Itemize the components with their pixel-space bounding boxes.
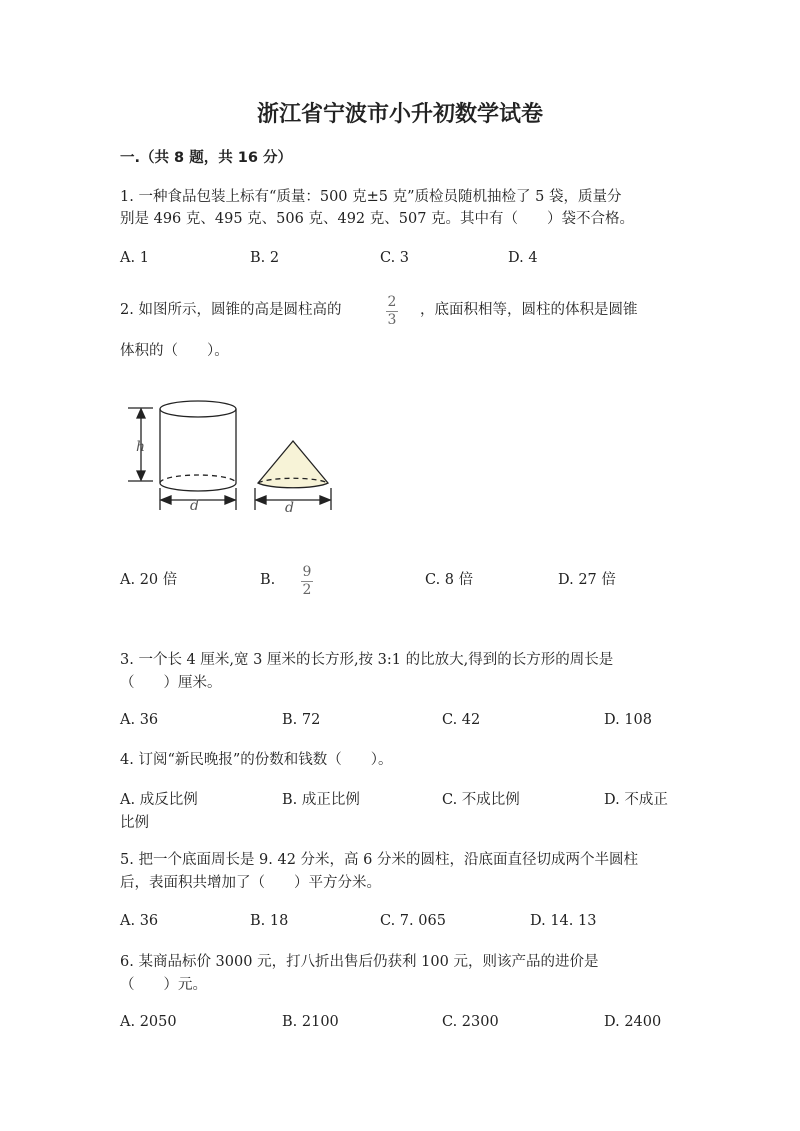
question-2-line-1a: 2. 如图所示，圆锥的高是圆柱高的 (120, 302, 342, 318)
question-2-fraction (386, 295, 398, 328)
question-3-option-d[interactable]: D. 108 (604, 712, 653, 728)
question-3-line-2: （ ）厘米。 (120, 675, 222, 691)
question-6-option-a[interactable]: A. 2050 (120, 1014, 177, 1030)
cone-diameter-label: d (285, 500, 294, 516)
question-1-option-d[interactable]: D. 4 (508, 250, 538, 266)
question-5-option-b[interactable]: B. 18 (250, 913, 289, 929)
option-b-fraction (301, 565, 313, 598)
question-6-option-c[interactable]: C. 2300 (442, 1014, 499, 1030)
page-title: 浙江省宁波市小升初数学试卷 (256, 101, 543, 127)
cylinder-diameter-label: d (190, 498, 199, 514)
fraction-numerator: 2 (387, 294, 397, 310)
question-4-option-d[interactable]: D. 不成正 (604, 792, 668, 808)
question-1-line-2: 别是 496 克、495 克、506 克、492 克、507 克。其中有（ ）袋不合格。 (120, 211, 635, 227)
question-2-option-b[interactable]: B. (260, 572, 276, 588)
question-2-line-2: 体积的（ ）。 (120, 343, 229, 359)
question-6-line-2: （ ）元。 (120, 977, 207, 993)
question-5-option-d[interactable]: D. 14. 13 (530, 913, 597, 929)
fraction-denominator: 2 (302, 582, 312, 598)
question-2-option-a[interactable]: A. 20 倍 (120, 572, 178, 588)
section-heading: 一.（共 8 题，共 16 分） (120, 150, 292, 166)
question-1-option-b[interactable]: B. 2 (250, 250, 280, 266)
question-1-option-a[interactable]: A. 1 (120, 250, 149, 266)
question-5-line-2: 后，表面积共增加了（ ）平方分米。 (120, 875, 381, 891)
question-4-option-a[interactable]: A. 成反比例 (120, 792, 198, 808)
cylinder-cone-figure (125, 398, 345, 518)
question-6-option-d[interactable]: D. 2400 (604, 1014, 662, 1030)
question-5-line-1: 5. 把一个底面周长是 9. 42 分米，高 6 分米的圆柱，沿底面直径切成两个半圆柱 (120, 852, 638, 868)
fraction-denominator: 3 (387, 312, 397, 328)
question-2-line-1b: ，底面积相等，圆柱的体积是圆锥 (420, 302, 638, 318)
question-4-line-1: 4. 订阅“新民晚报”的份数和钱数（ ）。 (120, 752, 393, 768)
question-1-line-1: 1. 一种食品包装上标有“质量：500 克±5 克”质检员随机抽检了 5 袋，质量分 (120, 189, 622, 205)
height-label: h (136, 439, 146, 455)
question-4-option-c[interactable]: C. 不成比例 (442, 792, 520, 808)
question-6-option-b[interactable]: B. 2100 (282, 1014, 339, 1030)
question-2-option-c[interactable]: C. 8 倍 (425, 572, 474, 588)
question-3-option-c[interactable]: C. 42 (442, 712, 481, 728)
question-5-option-a[interactable]: A. 36 (120, 913, 159, 929)
question-6-line-1: 6. 某商品标价 3000 元，打八折出售后仍获利 100 元，则该产品的进价是 (120, 954, 599, 970)
question-1-option-c[interactable]: C. 3 (380, 250, 410, 266)
question-2-option-d[interactable]: D. 27 倍 (558, 572, 616, 588)
question-3-option-a[interactable]: A. 36 (120, 712, 159, 728)
question-5-option-c[interactable]: C. 7. 065 (380, 913, 446, 929)
fraction-numerator: 9 (302, 564, 312, 580)
question-3-line-1: 3. 一个长 4 厘米,宽 3 厘米的长方形,按 3:1 的比放大,得到的长方形的周长是 (120, 652, 614, 668)
question-4-option-d-wrap: 比例 (120, 815, 149, 831)
question-4-option-b[interactable]: B. 成正比例 (282, 792, 360, 808)
question-3-option-b[interactable]: B. 72 (282, 712, 321, 728)
